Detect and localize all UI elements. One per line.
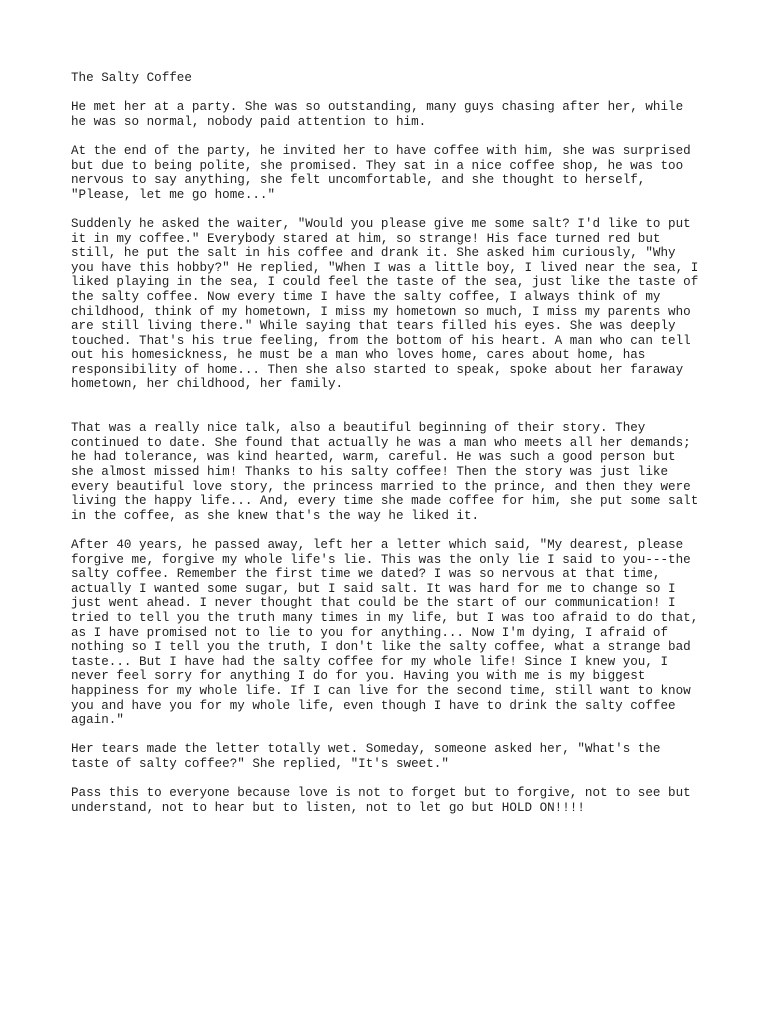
document-title: The Salty Coffee [71, 71, 192, 85]
paragraph-invitation: At the end of the party, he invited her to have coffee with him, she was surprised but due to being polite, she promised. They sat in a nice coffee shop, he was too nervous to say anything, she felt uncomfortable, and she thought to herself, "Please, let me go home..." [71, 143, 691, 202]
paragraph-closing: Pass this to everyone because love is not to forget but to forgive, not to see but understand, not to hear but to listen, not to let go but HOLD ON!!!! [71, 786, 691, 815]
paragraph-letter: After 40 years, he passed away, left her a letter which said, "My dearest, please forgive me, forgive my whole life's lie. This was the only lie I said to you---the salty coffee. Remember the first time we dated? I was so nervous at that time, actually I wanted some sugar, but I said salt. It was hard for me to change so I just went ahead. I never thought that could be the start of our communication! I tried to tell you the truth many times in my life, but I was too afraid to do that, as I have promised not to lie to you for anything... Now I'm dying, I afraid of nothing so I tell you the truth, I don't like the salty coffee, what a strange bad taste... But I have had the salty coffee for my whole life! Since I knew you, I never feel sorry for anything I do for you. Having you with me is my biggest happiness for my whole life. If I can live for the second time, still want to know you and have you for my whole life, even though I have to drink the salty coffee again." [71, 538, 699, 728]
paragraph-party: He met her at a party. She was so outstanding, many guys chasing after her, while he was so normal, nobody paid attention to him. [71, 100, 684, 129]
paragraph-salt-request: Suddenly he asked the waiter, "Would you please give me some salt? I'd like to put it in my coffee." Everybody stared at him, so strange! His face turned red but still, he put the salt in his coffee and drank it. She asked him curiously, "Why you have this hobby?" He replied, "When I was a little boy, I lived near the sea, I liked playing in the sea, I could feel the taste of the sea, just like the taste of the salty coffee. Now every time I have the salty coffee, I always think of my childhood, think of my hometown, I miss my hometown so much, I miss my parents who are still living there." While saying that tears filled his eyes. She was deeply touched. That's his true feeling, from the bottom of his heart. A man who can tell out his homesickness, he must be a man who loves home, cares about home, has responsibility of home... Then she also started to speak, spoke about her faraway hometown, her childhood, her family. [71, 216, 699, 392]
paragraph-dating: That was a really nice talk, also a beautiful beginning of their story. They continued to date. She found that actually he was a man who meets all her demands; he had tolerance, was kind hearted, warm, careful. He was such a good person but she almost missed him! Thanks to his salty coffee! Then the story was just like every beautiful love story, the princess married to the prince, and then they were living the happy life... And, every time she made coffee for him, she put some salt in the coffee, as she knew that's the way he liked it. [71, 421, 699, 523]
document-page [71, 71, 711, 830]
paragraph-tears: Her tears made the letter totally wet. Someday, someone asked her, "What's the taste of salty coffee?" She replied, "It's sweet." [71, 742, 661, 771]
